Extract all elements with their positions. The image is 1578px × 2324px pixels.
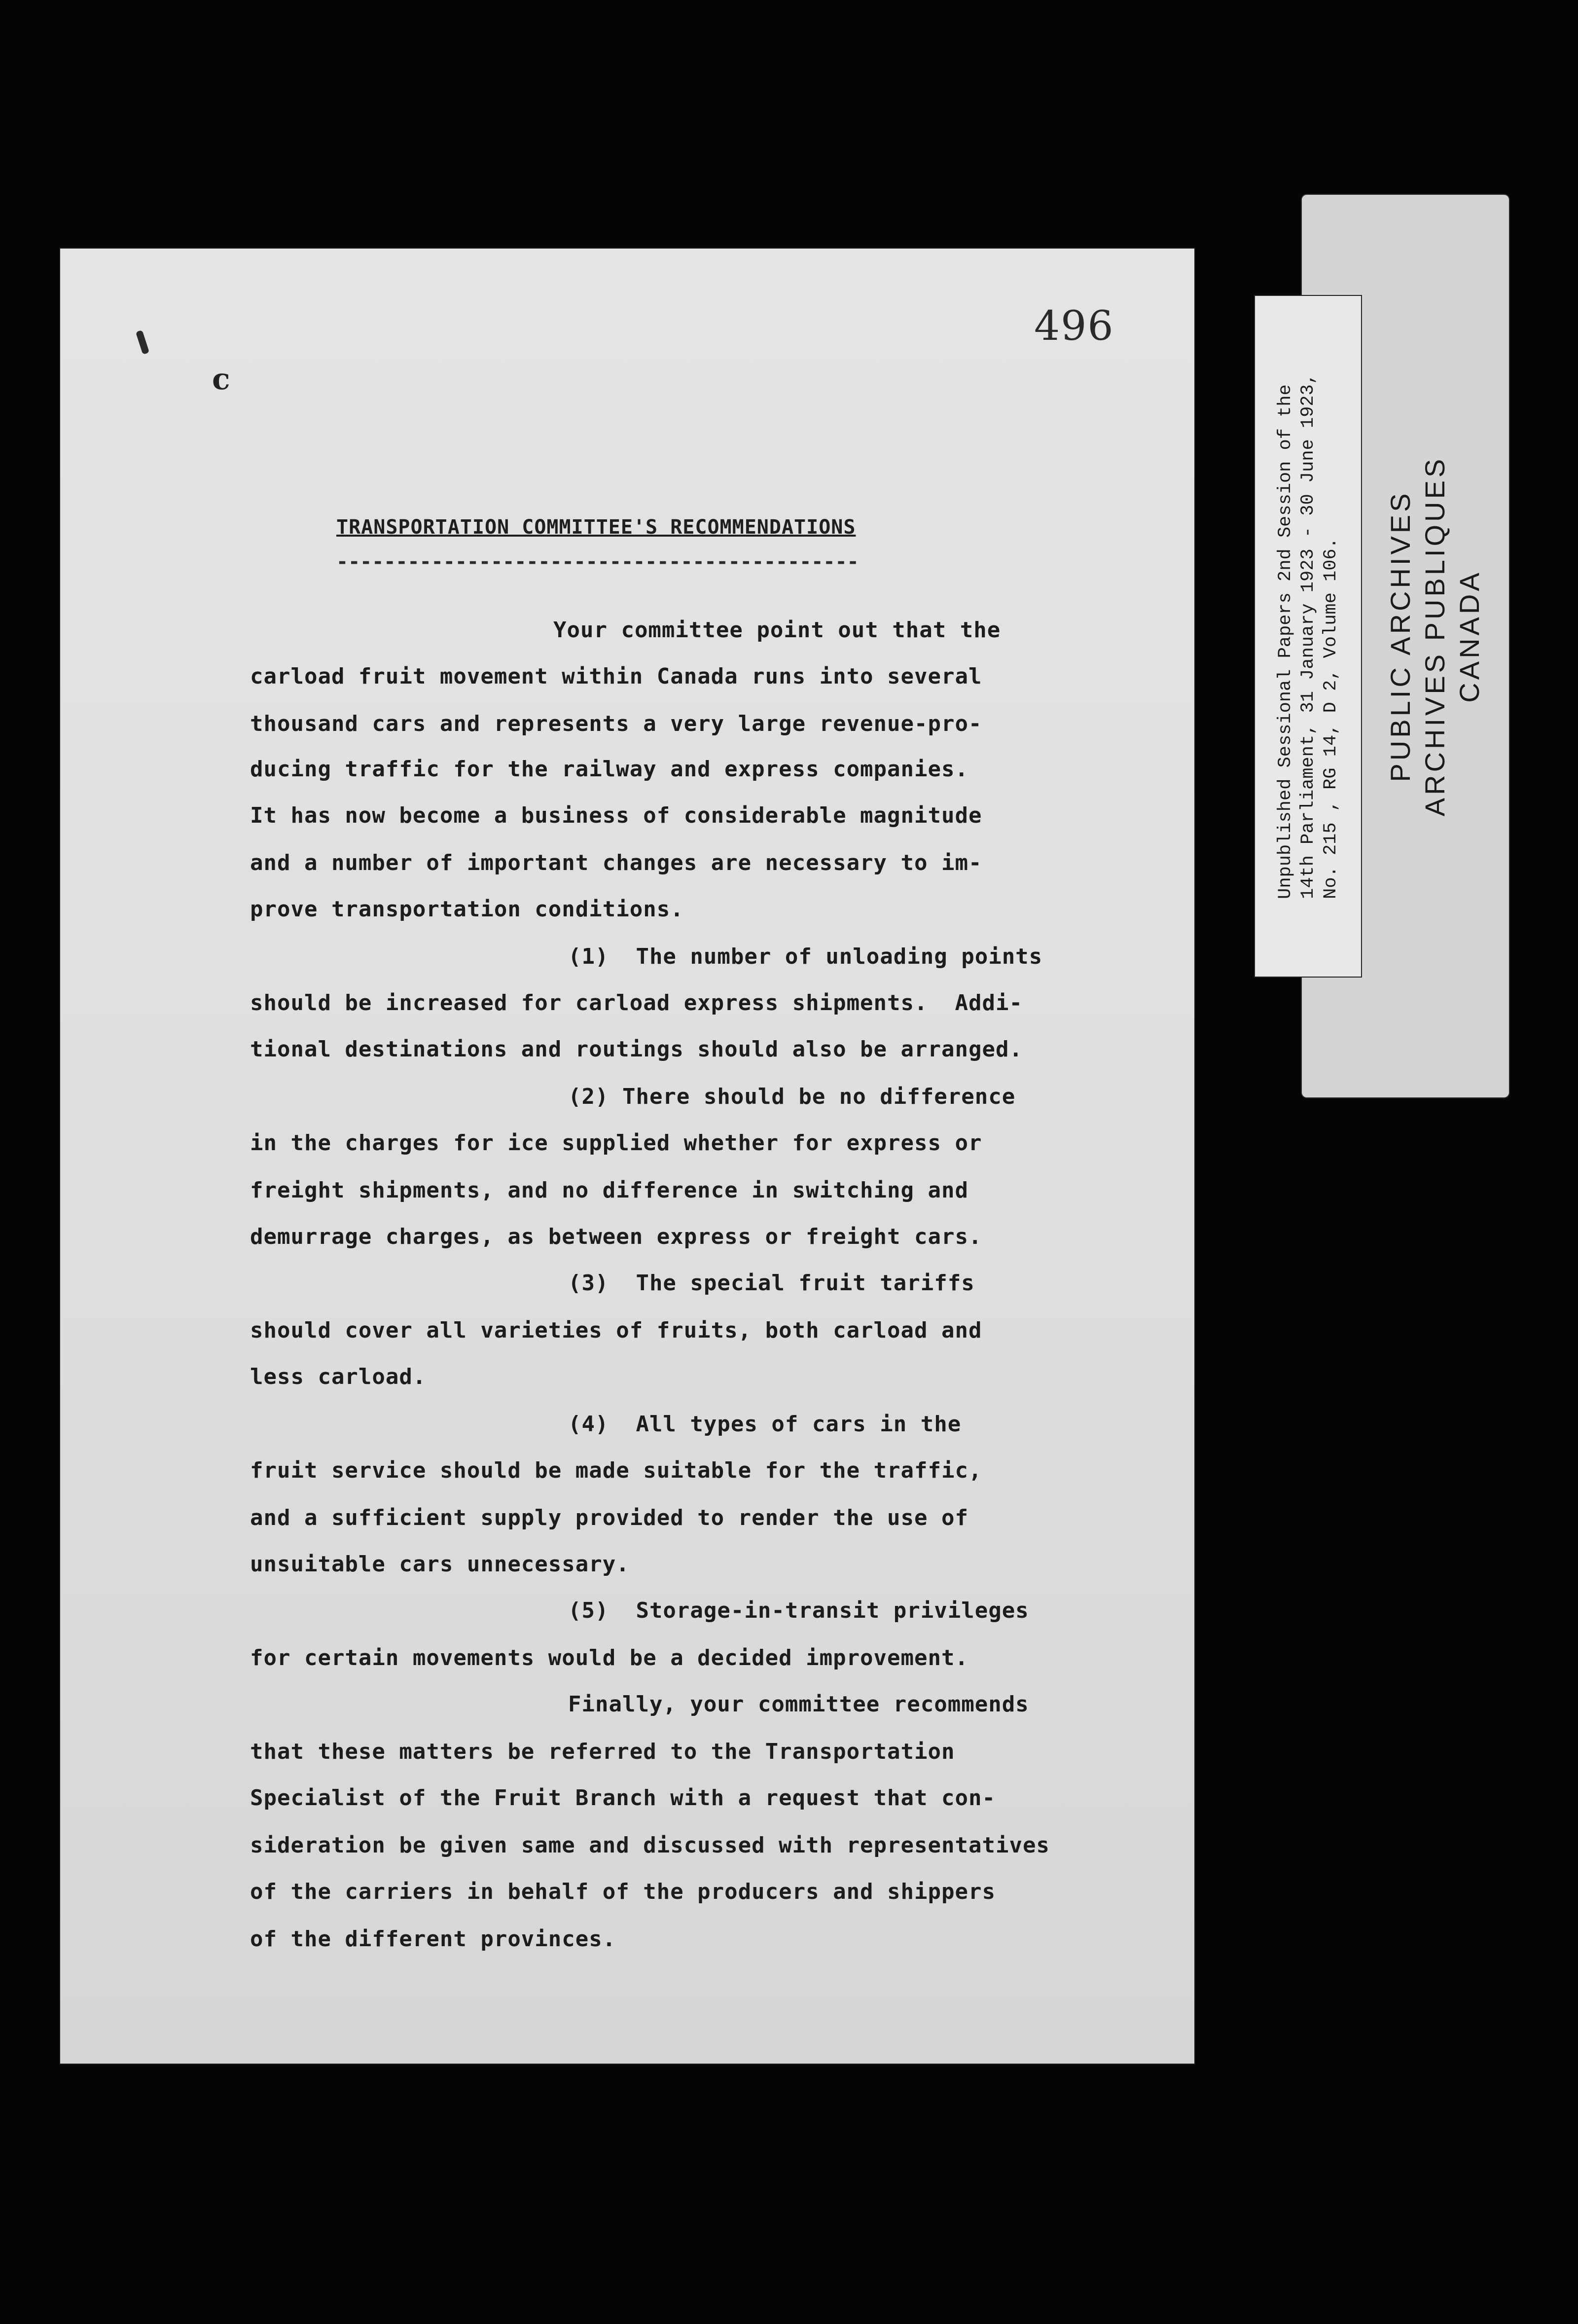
- text-line: (2) There should be no difference: [568, 1084, 1016, 1109]
- text-line: in the charges for ice supplied whether for express or: [250, 1130, 982, 1156]
- archive-label-text: [1255, 296, 1361, 977]
- text-line: that these matters be referred to the Transportation: [250, 1739, 955, 1764]
- text-line: freight shipments, and no difference in switching and: [250, 1178, 968, 1203]
- text-line: (5) Storage-in-transit privileges: [568, 1598, 1029, 1623]
- text-line: Your committee point out that the: [553, 617, 1001, 643]
- label-line: No. 215 , RG 14, D 2, Volume 106.: [1320, 538, 1341, 899]
- title-rule: --------------------------------------------: [336, 550, 859, 573]
- text-line: sideration be given same and discussed with representatives: [250, 1833, 1050, 1858]
- text-line: (1) The number of unloading points: [568, 944, 1043, 969]
- margin-mark: [136, 330, 149, 355]
- text-line: and a sufficient supply provided to render the use of: [250, 1505, 968, 1530]
- label-line: 14th Parliament, 31 January 1923 - 30 June 1923,: [1297, 373, 1319, 899]
- text-line: should be increased for carload express shipments. Addi-: [250, 990, 1023, 1016]
- label-line: Unpublished Sessional Papers 2nd Session of the: [1275, 384, 1296, 899]
- stamp-line: PUBLIC ARCHIVES: [1385, 490, 1416, 782]
- margin-mark-c: c: [212, 362, 230, 397]
- text-line: Specialist of the Fruit Branch with a request that con-: [250, 1785, 996, 1811]
- text-line: demurrage charges, as between express or freight cars.: [250, 1224, 982, 1249]
- text-line: (3) The special fruit tariffs: [568, 1271, 975, 1296]
- text-line: should cover all varieties of fruits, both carload and: [250, 1318, 982, 1343]
- text-line: It has now become a business of considerable magnitude: [250, 803, 982, 828]
- page-number: 496: [1034, 303, 1114, 350]
- text-line: for certain movements would be a decided improvement.: [250, 1645, 968, 1670]
- document-title: TRANSPORTATION COMMITTEE'S RECOMMENDATIONS: [336, 516, 856, 539]
- text-line: Finally, your committee recommends: [568, 1692, 1029, 1717]
- text-line: and a number of important changes are necessary to im-: [250, 850, 982, 875]
- text-line: unsuitable cars unnecessary.: [250, 1552, 630, 1577]
- text-line: thousand cars and represents a very large revenue-pro-: [250, 711, 982, 736]
- text-line: less carload.: [250, 1364, 427, 1389]
- archives-stamp-text: [1361, 296, 1509, 977]
- text-line: of the different provinces.: [250, 1926, 616, 1952]
- text-line: of the carriers in behalf of the producers and shippers: [250, 1879, 996, 1904]
- text-line: fruit service should be made suitable for the traffic,: [250, 1458, 982, 1483]
- stamp-line: ARCHIVES PUBLIQUES: [1419, 456, 1450, 817]
- text-line: carload fruit movement within Canada runs into several: [250, 664, 982, 689]
- document-page: [60, 249, 1194, 2064]
- text-line: prove transportation conditions.: [250, 897, 684, 922]
- stamp-line: CANADA: [1454, 570, 1485, 703]
- text-line: (4) All types of cars in the: [568, 1412, 962, 1437]
- text-line: ducing traffic for the railway and express companies.: [250, 757, 968, 782]
- text-line: tional destinations and routings should also be arranged.: [250, 1037, 1023, 1062]
